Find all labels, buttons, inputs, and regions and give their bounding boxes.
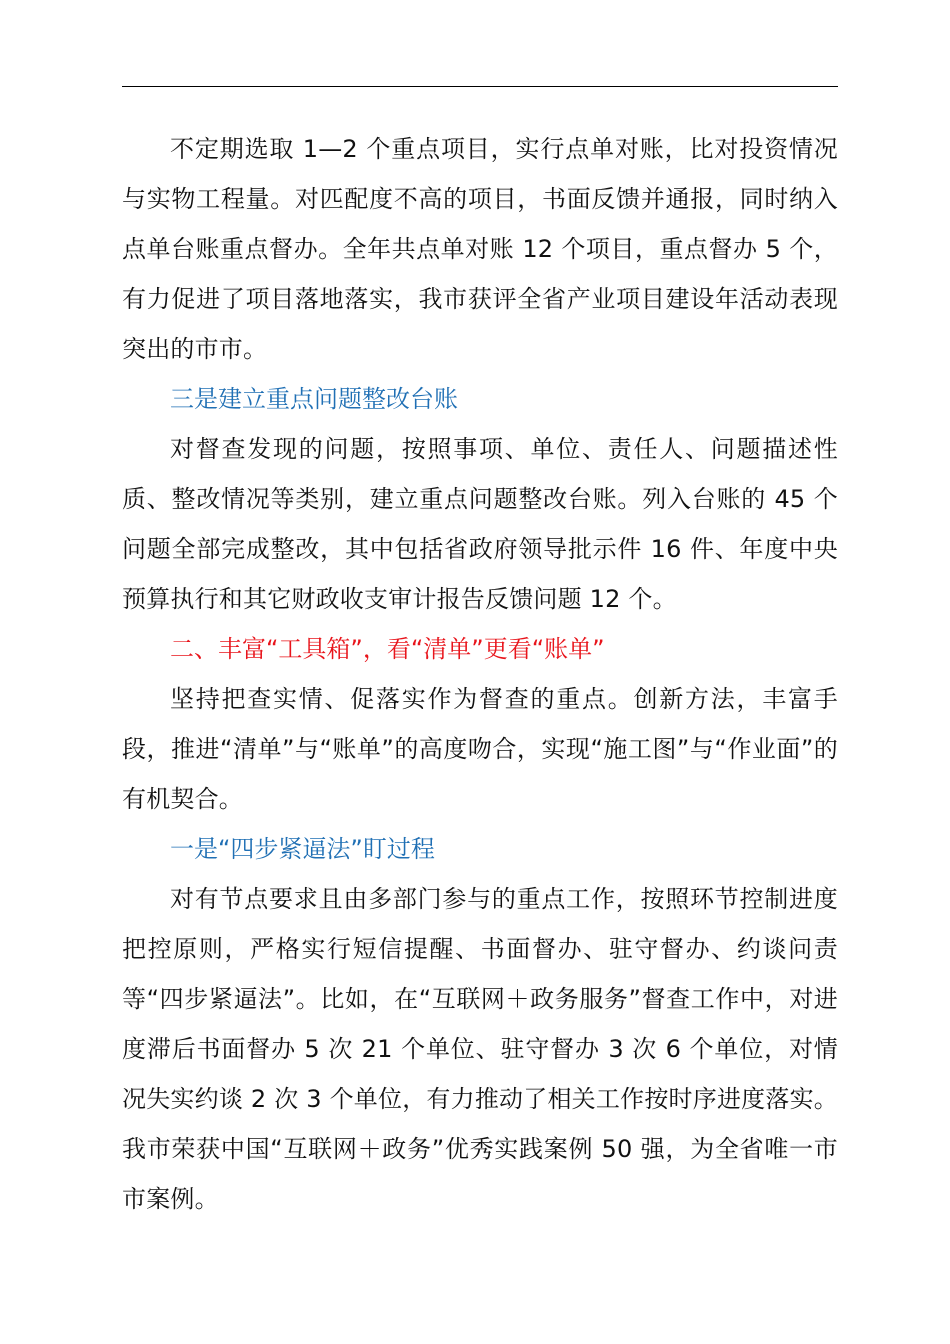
paragraph-1: 不定期选取 1—2 个重点项目，实行点单对账，比对投资情况与实物工程量。对匹配度不高的项目，书面反馈并通报，同时纳入点单台账重点督办。全年共点单对账 12 个项目，重点督办 5 个，有力促进了项目落地落实，我市获评全省产业项目建设年活动表现突出的市市。: [122, 135, 838, 363]
paragraph-4: 对有节点要求且由多部门参与的重点工作，按照环节控制进度把控原则，严格实行短信提醒、书面督办、驻守督办、约谈问责等“四步紧逼法”。比如，在“互联网＋政务服务”督查工作中，对进度滞后书面督办 5 次 21 个单位、驻守督办 3 次 6 个单位，对情况失实约谈 2 次 3 个单位，有力推动了相关工作按时序进度落实。我市荣获中国“互联网＋政务”优秀实践案例 50 强，为全省唯一市市案例。: [122, 885, 838, 1213]
paragraph-3: 坚持把查实情、促落实作为督查的重点。创新方法，丰富手段，推进“清单”与“账单”的高度吻合，实现“施工图”与“作业面”的有机契合。: [122, 685, 838, 813]
paragraph-2: 对督查发现的问题，按照事项、单位、责任人、问题描述性质、整改情况等类别，建立重点问题整改台账。列入台账的 45 个问题全部完成整改，其中包括省政府领导批示件 16 件、年度中央预算执行和其它财政收支审计报告反馈问题 12 个。: [122, 435, 838, 613]
subheading-problem-ledger: 三是建立重点问题整改台账: [170, 385, 458, 413]
document-body: [122, 124, 838, 1224]
subheading-four-step: 一是“四步紧逼法”盯过程: [170, 835, 435, 863]
section-heading-toolbox: 二、丰富“工具箱”，看“清单”更看“账单”: [170, 635, 605, 663]
header-rule: [122, 86, 838, 87]
